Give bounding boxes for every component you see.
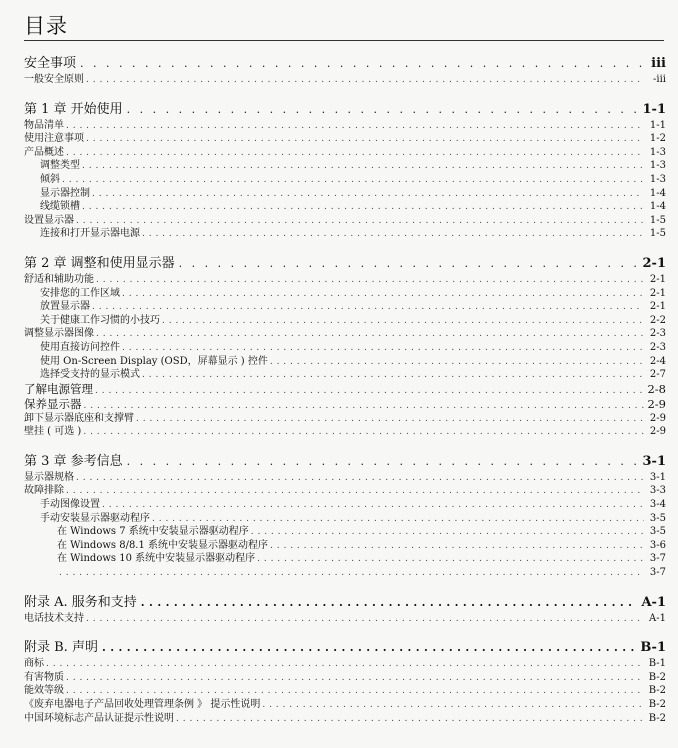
leader-dots [66, 685, 644, 698]
leader-dots [76, 472, 644, 485]
toc-entry[interactable] [24, 300, 666, 314]
toc-entry-label: 放置显示器 [40, 301, 90, 313]
toc-entry-label: 中国环境标志产品认证提示性说明 [24, 712, 174, 724]
leader-dots [136, 413, 644, 426]
toc-entry[interactable] [24, 341, 666, 355]
toc-chapter-page: B-1 [640, 640, 666, 656]
toc-entry-page: -iii [653, 74, 666, 85]
toc-entry-label: 手动安装显示器驱动程序 [40, 512, 150, 524]
toc-entry-label: 电话技术支持 [24, 612, 84, 624]
toc-entry[interactable] [24, 200, 666, 214]
toc-entry[interactable] [24, 187, 666, 201]
toc-entry-page: 3-5 [649, 512, 666, 524]
toc-entry[interactable] [24, 355, 666, 369]
toc-entry[interactable] [24, 73, 666, 87]
toc-entry[interactable] [24, 382, 666, 397]
toc-entry-page: 3-6 [649, 539, 666, 551]
toc-chapter-page: iii [651, 56, 666, 71]
toc-entry[interactable] [24, 566, 666, 580]
toc-entry[interactable] [24, 552, 666, 566]
toc-entry-page: 2-3 [649, 328, 666, 340]
table-of-contents [24, 54, 666, 725]
toc-entry[interactable] [24, 412, 666, 426]
toc-chapter-page: 2-1 [642, 255, 666, 271]
toc-entry[interactable] [24, 471, 666, 485]
toc-entry[interactable] [24, 132, 666, 146]
toc-chapter-page: 3-1 [642, 453, 666, 469]
toc-entry-label: 舒适和辅助功能 [24, 273, 94, 285]
toc-entry-label: 卸下显示器底座和支撑臂 [24, 412, 134, 424]
toc-entry-label: 物品清单 [24, 119, 64, 131]
toc-entry-label: 能效等级 [24, 685, 64, 697]
leader-dots [270, 356, 644, 369]
toc-entry-label: 在 Windows 7 系统中安装显示器驱动程序 [57, 526, 249, 538]
leader-dots [76, 215, 644, 228]
leader-dots [95, 384, 644, 397]
toc-entry-label: 调整类型 [40, 160, 80, 172]
leader-dots [46, 658, 644, 671]
toc-entry[interactable] [24, 525, 666, 539]
toc-entry-label: 调整显示器图像 [24, 328, 94, 340]
toc-entry-page: 2-1 [649, 273, 666, 285]
toc-entry-page: B-2 [648, 685, 666, 697]
leader-dots [62, 174, 644, 187]
toc-entry-page: 2-3 [649, 341, 666, 353]
toc-entry[interactable] [24, 397, 666, 412]
leader-dots [179, 254, 639, 273]
toc-entry[interactable] [24, 314, 666, 328]
toc-chapter-page: A-1 [641, 594, 666, 610]
leader-dots [141, 593, 638, 612]
toc-entry-page: 1-1 [649, 119, 666, 131]
toc-entry-page: 1-3 [649, 146, 666, 158]
leader-dots [122, 342, 644, 355]
leader-dots [102, 638, 636, 657]
toc-entry-page: 1-5 [649, 228, 666, 240]
toc-entry-page: 3-3 [649, 485, 666, 497]
leader-dots [176, 713, 644, 726]
toc-chapter-label: 附录 A. 服务和支持 [24, 594, 137, 610]
toc-chapter-heading[interactable] [24, 54, 666, 73]
leader-dots [66, 672, 644, 685]
toc-entry[interactable] [24, 539, 666, 553]
title-divider [24, 40, 664, 41]
toc-entry-page: 2-8 [647, 381, 666, 396]
toc-entry[interactable] [24, 698, 666, 712]
toc-entry[interactable] [24, 227, 666, 241]
toc-entry-page: 2-7 [649, 369, 666, 381]
leader-dots [86, 613, 644, 626]
toc-entry-label: 安排您的工作区域 [40, 287, 120, 299]
toc-entry[interactable] [24, 512, 666, 526]
toc-entry-label: 了解电源管理 [24, 381, 93, 396]
toc-entry-label: 在 Windows 8/8.1 系统中安装显示器驱动程序 [57, 539, 269, 551]
toc-entry-label: 关于健康工作习惯的小技巧 [40, 314, 160, 326]
toc-chapter-heading[interactable] [24, 452, 666, 471]
toc-chapter-label: 附录 B. 声明 [24, 640, 98, 656]
toc-entry[interactable] [24, 671, 666, 685]
toc-entry-page: B-1 [648, 658, 666, 670]
leader-dots [59, 567, 644, 580]
toc-entry-page: B-2 [648, 712, 666, 724]
toc-entry-page: 3-5 [649, 526, 666, 538]
toc-entry-label: 有害物质 [24, 671, 64, 683]
toc-entry[interactable] [24, 684, 666, 698]
leader-dots [152, 513, 644, 526]
leader-dots [257, 553, 644, 566]
toc-entry[interactable] [24, 612, 666, 626]
toc-entry-page: 2-9 [649, 412, 666, 424]
leader-dots [82, 160, 644, 173]
toc-entry-page: A-1 [649, 612, 666, 624]
toc-entry-label: 使用注意事项 [24, 133, 84, 145]
toc-entry[interactable] [24, 498, 666, 512]
toc-entry-page: 1-4 [649, 201, 666, 213]
leader-dots [251, 526, 644, 539]
toc-entry[interactable] [24, 159, 666, 173]
toc-entry-label: 故障排除 [24, 485, 64, 497]
toc-entry[interactable] [24, 146, 666, 160]
toc-entry-label: 在 Windows 10 系统中安装显示器驱动程序 [57, 553, 256, 565]
toc-entry-label: 设置显示器 [24, 214, 74, 226]
leader-dots [270, 540, 644, 553]
toc-entry-page: 2-1 [649, 301, 666, 313]
toc-entry-page: 2-1 [649, 287, 666, 299]
toc-entry-page: 1-3 [649, 160, 666, 172]
toc-entry-label: 手动图像设置 [40, 499, 100, 511]
toc-entry-page: B-2 [648, 699, 666, 710]
leader-dots [127, 452, 639, 471]
toc-entry-page: 2-4 [649, 355, 666, 367]
toc-entry-label: 壁挂 ( 可选 ) [24, 426, 82, 438]
toc-entry-label: 保养显示器 [24, 396, 82, 411]
toc-entry-page: 1-2 [649, 133, 666, 145]
toc-entry-page: 3-7 [649, 553, 666, 565]
toc-chapter-label: 第 3 章 参考信息 [24, 453, 123, 469]
leader-dots [102, 499, 644, 512]
toc-entry-page: 3-4 [649, 499, 666, 511]
toc-chapter-heading[interactable] [24, 638, 666, 657]
toc-entry-page: 1-4 [649, 187, 666, 199]
leader-dots [262, 699, 644, 712]
toc-entry[interactable] [24, 214, 666, 228]
toc-chapter-label: 安全事项 [24, 56, 77, 71]
toc-chapter-heading[interactable] [24, 593, 666, 612]
toc-entry[interactable] [24, 368, 666, 382]
toc-entry[interactable] [24, 425, 666, 439]
page-title: 目录 [24, 14, 68, 38]
leader-dots [66, 147, 644, 160]
leader-dots [84, 399, 645, 412]
toc-entry-page: 3-1 [649, 471, 666, 483]
leader-dots [142, 228, 644, 241]
toc-entry[interactable] [24, 484, 666, 498]
toc-entry-label: 产品概述 [24, 146, 64, 158]
toc-entry-page: 1-3 [649, 173, 666, 185]
toc-entry-label: 显示器控制 [40, 187, 90, 199]
toc-chapter-label: 第 1 章 开始使用 [24, 101, 123, 117]
toc-entry-label: 一般安全原则 [24, 74, 84, 85]
toc-entry-label: 显示器规格 [24, 471, 74, 483]
leader-dots [80, 54, 647, 73]
toc-chapter-heading[interactable] [24, 100, 666, 119]
toc-entry-page: 2-9 [649, 426, 666, 438]
leader-dots [127, 100, 639, 119]
toc-entry-label: 使用直接访问控件 [40, 341, 120, 353]
toc-chapter-label: 第 2 章 调整和使用显示器 [24, 255, 175, 271]
leader-dots [162, 315, 644, 328]
toc-entry-page: 2-9 [647, 396, 666, 411]
leader-dots [66, 485, 644, 498]
toc-entry-label: 商标 [24, 658, 44, 670]
toc-entry-label: 选择受支持的显示模式 [40, 369, 140, 381]
toc-chapter-page: 1-1 [642, 101, 666, 117]
toc-entry[interactable] [24, 287, 666, 301]
toc-entry[interactable] [24, 712, 666, 726]
toc-entry-page: 3-7 [649, 567, 666, 579]
leader-dots [83, 426, 644, 439]
leader-dots [86, 74, 644, 87]
leader-dots [122, 288, 644, 301]
toc-entry-page: 2-2 [649, 314, 666, 326]
toc-entry[interactable] [24, 173, 666, 187]
toc-entry-label: 倾斜 [40, 173, 60, 185]
leader-dots [82, 201, 644, 214]
toc-entry[interactable] [24, 327, 666, 341]
leader-dots [142, 369, 644, 382]
leader-dots [96, 328, 644, 341]
toc-entry[interactable] [24, 119, 666, 133]
leader-dots [66, 120, 644, 133]
toc-entry-label: 连接和打开显示器电源 [40, 228, 140, 240]
leader-dots [92, 188, 644, 201]
toc-entry-label: 《废弃电器电子产品回收处理管理条例 》 提示性说明 [24, 699, 261, 710]
leader-dots [96, 274, 644, 287]
toc-chapter-heading[interactable] [24, 254, 666, 273]
leader-dots [86, 133, 644, 146]
toc-entry[interactable] [24, 657, 666, 671]
leader-dots [92, 301, 644, 314]
toc-entry[interactable] [24, 273, 666, 287]
toc-entry-page: B-2 [648, 671, 666, 683]
toc-entry-label: 使用 On-Screen Display (OSD，屏幕显示 ) 控件 [40, 355, 268, 367]
toc-entry-label: 线缆锁槽 [40, 201, 80, 213]
toc-entry-page: 1-5 [649, 214, 666, 226]
